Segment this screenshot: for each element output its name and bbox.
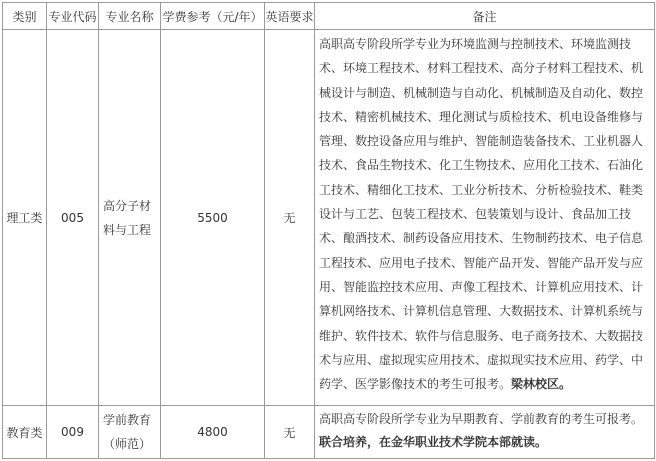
- major-cell: 高分子材料与工程: [99, 30, 161, 406]
- english-cell: 无: [265, 30, 315, 406]
- remark-bold-text: 联合培养，在金华职业技术学院本部就读。: [319, 435, 548, 449]
- table-row: [3, 406, 655, 459]
- header-english: 英语要求: [265, 3, 315, 30]
- english-cell: 无: [265, 406, 315, 459]
- remark-cell: [315, 406, 655, 459]
- header-code: 专业代码: [47, 3, 99, 30]
- category-cell: 教育类: [3, 406, 47, 459]
- remark-cell: [315, 30, 655, 406]
- table-row: [3, 30, 655, 406]
- header-row: [3, 3, 655, 30]
- header-major: 专业名称: [99, 3, 161, 30]
- header-category: 类别: [3, 3, 47, 30]
- code-cell: 009: [47, 406, 99, 459]
- header-tuition: 学费参考（元/年）: [161, 3, 265, 30]
- remark-text: 高职高专阶段所学专业为环境监测与控制技术、环境监测技术、环境工程技术、材料工程技术、高分子材料工程技术、机械设计与制造、机械制造与自动化、机械制造及自动化、数控技术、精密机械技术、理化测试与质检技术、机电设备维修与管理、数控设备应用与维护、智能制造装备技术、工业机器人技术、食品生物技术、化工生物技术、应用化工技术、石油化工技术、精细化工技术、工业分析技术、分析检验技术、鞋类设计与工艺、包装工程技术、包装策划与设计、食品加工技术、酿酒技术、制药设备应用技术、生物制药技术、电子信息工程技术、应用电子技术、智能产品开发、智能产品开发与应用、智能监控技术应用、声像工程技术、计算机应用技术、计算机网络技术、计算机信息管理、大数据技术、计算机系统与维护、软件技术、软件与信息服务、电子商务技术、大数据技术与应用、虚拟现实应用技术、虚拟现实技术应用、药学、中药学、医学影像技术的考生可报考。: [319, 37, 644, 392]
- remark-text: 高职高专阶段所学专业为早期教育、学前教育的考生可报考。: [319, 412, 644, 426]
- major-cell: 学前教育（师范）: [99, 406, 161, 459]
- header-remark: 备注: [315, 3, 655, 30]
- tuition-cell: 4800: [161, 406, 265, 459]
- remark-bold-text: 梁林校区。: [511, 377, 572, 392]
- category-cell: 理工类: [3, 30, 47, 406]
- code-cell: 005: [47, 30, 99, 406]
- tuition-cell: 5500: [161, 30, 265, 406]
- admission-table: [2, 2, 655, 459]
